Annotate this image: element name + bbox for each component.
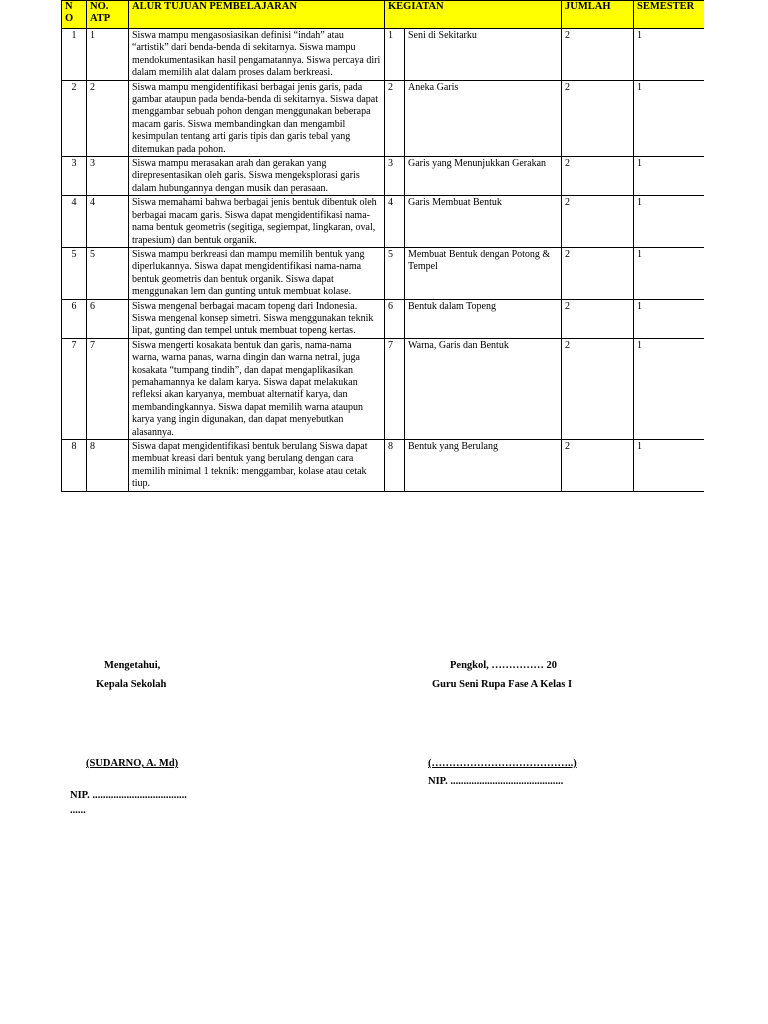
row-jumlah: 2 xyxy=(562,440,634,492)
row-jumlah: 2 xyxy=(562,196,634,248)
table-row xyxy=(62,299,705,338)
row-atp: Siswa mengerti kosakata bentuk dan garis, nama-nama warna, warna panas, warna dingin dan warna netral, juga kosakata “tumpang tindih”, dan dapat mengaplikasikan pemahamannya ke dalam karya. Siswa dapat melakukan refleksi akan karyanya, membuat alternatif karya, dan membandingkannya. Siswa dapat memilih warna ataupun karya yang ingin digunakan, dan dapat menyebutkan alasannya. xyxy=(129,338,385,439)
row-kegiatan: Bentuk dalam Topeng xyxy=(405,299,562,338)
row-no-atp: 8 xyxy=(87,440,129,492)
row-jumlah: 2 xyxy=(562,338,634,439)
teacher-title: Guru Seni Rupa Fase A Kelas I xyxy=(432,679,573,690)
row-no: 6 xyxy=(62,299,87,338)
row-semester: 1 xyxy=(634,338,705,439)
row-jumlah: 2 xyxy=(562,299,634,338)
header-atp: ALUR TUJUAN PEMBELAJARAN xyxy=(129,1,385,29)
row-kegiatan-no: 1 xyxy=(385,29,405,81)
row-kegiatan-no: 3 xyxy=(385,157,405,196)
row-semester: 1 xyxy=(634,80,705,156)
row-no: 7 xyxy=(62,338,87,439)
row-kegiatan: Garis Membuat Bentuk xyxy=(405,196,562,248)
place-date: Pengkol, …………… 20 xyxy=(450,660,558,671)
teacher-nip: NIP. ........................................... xyxy=(428,776,564,787)
row-no: 8 xyxy=(62,440,87,492)
row-semester: 1 xyxy=(634,196,705,248)
row-kegiatan: Seni di Sekitarku xyxy=(405,29,562,81)
principal-nip-continuation: ...... xyxy=(70,805,86,816)
row-semester: 1 xyxy=(634,29,705,81)
row-kegiatan-no: 8 xyxy=(385,440,405,492)
row-no: 2 xyxy=(62,80,87,156)
row-semester: 1 xyxy=(634,157,705,196)
row-kegiatan-no: 6 xyxy=(385,299,405,338)
row-atp: Siswa mampu berkreasi dan mampu memilih bentuk yang diperlukannya. Siswa dapat mengidentifikasi nama-nama bentuk geometris dan bentuk organik. Siswa dapat menggunakan lem dan gunting untuk membuat kolase. xyxy=(129,247,385,299)
row-no-atp: 4 xyxy=(87,196,129,248)
principal-name: (SUDARNO, A. Md) xyxy=(86,758,179,769)
row-no-atp: 3 xyxy=(87,157,129,196)
row-kegiatan: Bentuk yang Berulang xyxy=(405,440,562,492)
row-jumlah: 2 xyxy=(562,157,634,196)
atp-table-container xyxy=(61,0,704,543)
row-atp: Siswa mengenal berbagai macam topeng dari Indonesia. Siswa mengenal konsep simetri. Siswa menggunakan teknik lipat, gunting dan tempel untuk membuat topeng kertas. xyxy=(129,299,385,338)
header-kegiatan: KEGIATAN xyxy=(385,1,562,29)
row-jumlah: 2 xyxy=(562,80,634,156)
row-kegiatan-no: 4 xyxy=(385,196,405,248)
row-kegiatan: Garis yang Menunjukkan Gerakan xyxy=(405,157,562,196)
row-no-atp: 5 xyxy=(87,247,129,299)
row-no: 1 xyxy=(62,29,87,81)
header-no: N O xyxy=(62,1,87,29)
row-no-atp: 1 xyxy=(87,29,129,81)
row-kegiatan: Warna, Garis dan Bentuk xyxy=(405,338,562,439)
principal-nip: NIP. .................................... xyxy=(70,790,187,801)
acknowledged-label: Mengetahui, xyxy=(104,660,161,671)
row-atp: Siswa mampu mengasosiasikan definisi “indah” atau “artistik” dari benda-benda di sekitarnya. Siswa mampu mendokumentasikan hasil pengamatannya. Siswa percaya diri dalam memilih alat dalam proses dalam berkreasi. xyxy=(129,29,385,81)
row-no-atp: 6 xyxy=(87,299,129,338)
table-header-row xyxy=(62,1,705,29)
table-row xyxy=(62,440,705,492)
row-semester: 1 xyxy=(634,299,705,338)
row-kegiatan-no: 5 xyxy=(385,247,405,299)
table-row xyxy=(62,338,705,439)
table-row xyxy=(62,29,705,81)
row-jumlah: 2 xyxy=(562,247,634,299)
table-row xyxy=(62,80,705,156)
row-kegiatan-no: 2 xyxy=(385,80,405,156)
row-atp: Siswa mampu mengidentifikasi berbagai jenis garis, pada gambar ataupun pada benda-benda di sekitarnya. Siswa dapat menggambar sebuah pohon dengan menggunakan beberapa macam garis. Siswa membandingkan dan mengambil kesimpulan tentang arti garis tipis dan garis tebal yang ditemukan pada pohon. xyxy=(129,80,385,156)
header-jumlah: JUMLAH xyxy=(562,1,634,29)
row-atp: Siswa memahami bahwa berbagai jenis bentuk dibentuk oleh berbagai macam garis. Siswa dapat mengidentifikasi nama-nama bentuk geometris (segitiga, segiempat, lingkaran, oval, trapesium) dan bentuk organik. xyxy=(129,196,385,248)
row-jumlah: 2 xyxy=(562,29,634,81)
row-no-atp: 2 xyxy=(87,80,129,156)
row-no: 4 xyxy=(62,196,87,248)
row-atp: Siswa dapat mengidentifikasi bentuk berulang Siswa dapat membuat kreasi dari bentuk yang berulang dengan cara memilih minimal 1 teknik: menggambar, kolase atau cetak tiup. xyxy=(129,440,385,492)
atp-table xyxy=(61,0,704,492)
row-atp: Siswa mampu merasakan arah dan gerakan yang direpresentasikan oleh garis. Siswa mengeksplorasi garis dalam hubungannya dengan musik dan perasaan. xyxy=(129,157,385,196)
row-kegiatan: Aneka Garis xyxy=(405,80,562,156)
row-kegiatan: Membuat Bentuk dengan Potong & Tempel xyxy=(405,247,562,299)
principal-title: Kepala Sekolah xyxy=(96,679,167,690)
row-no-atp: 7 xyxy=(87,338,129,439)
row-semester: 1 xyxy=(634,247,705,299)
table-row xyxy=(62,157,705,196)
table-row xyxy=(62,196,705,248)
header-no-atp: NO. ATP xyxy=(87,1,129,29)
row-no: 5 xyxy=(62,247,87,299)
teacher-name: (…………………………………..) xyxy=(428,758,577,769)
table-row xyxy=(62,247,705,299)
row-semester: 1 xyxy=(634,440,705,492)
header-semester: SEMESTER xyxy=(634,1,705,29)
row-no: 3 xyxy=(62,157,87,196)
row-kegiatan-no: 7 xyxy=(385,338,405,439)
